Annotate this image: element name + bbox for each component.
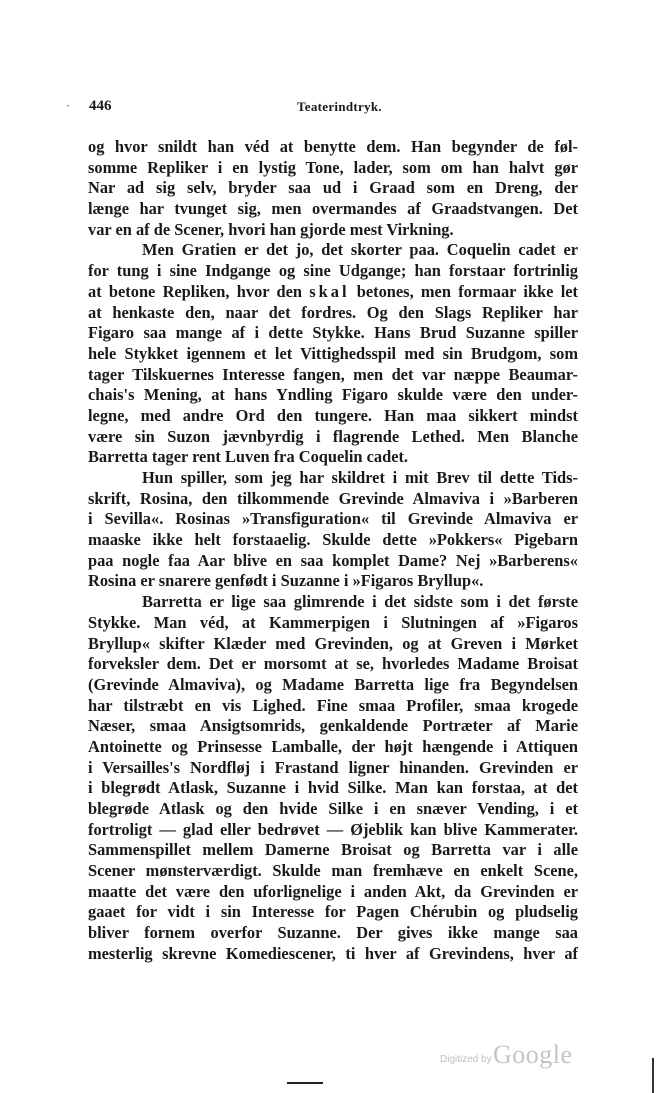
page-edge-mark [652, 1058, 654, 1093]
margin-dot: · [66, 98, 71, 113]
body-text [88, 137, 578, 965]
text-line: mesterlig skrevne Komediescener, ti hver af Grevindens, hver af [88, 943, 578, 963]
text-line: være sin Suzon jævnbyrdig i flagrende Lethed. Men Blanche [88, 426, 578, 446]
text-line: længe har tvunget sig, men overmandes af Graadstvangen. Det [88, 199, 578, 219]
text-line: og hvor snildt han véd at benytte dem. Han begynder de føl- [88, 137, 578, 156]
bottom-rule [287, 1082, 323, 1084]
text-line: maaske ikke helt forstaaelig. Skulde dette »Pokkers« Pigebarn [88, 530, 578, 550]
google-logo: Google [493, 1040, 573, 1069]
text-line: somme Repliker i en lystig Tone, lader, som om han halvt gør [88, 157, 578, 177]
text-line: gaaet for vidt i sin Interesse for Pagen Chérubin og pludselig [88, 902, 578, 922]
text-line: skrift, Rosina, den tilkommende Grevinde Almaviva i »Barberen [88, 488, 578, 508]
page-number: 446 [89, 98, 112, 114]
text-line: bliver fornem overfor Suzanne. Der gives ikke mange saa [88, 923, 578, 943]
text-line: blegrøde Atlask og den hvide Silke i en snæver Vending, i et [88, 799, 578, 818]
text-segment: at betone Repliken, hvor den [88, 281, 302, 301]
text-line: (Grevinde Almaviva), og Madame Barretta lige fra Begyndelsen [88, 674, 578, 694]
text-line: Figaro saa mange af i dette Stykke. Hans Brud Suzanne spiller [88, 323, 578, 343]
text-line: Barretta er lige saa glimrende i det sidste som i det første [142, 592, 578, 612]
text-line: i Versailles's Nordfløj i Frastand ligner hinanden. Grevinden er [88, 757, 578, 777]
text-line: Rosina er snarere genfødt i Suzanne i »Figaros Bryllup«. [88, 571, 484, 591]
text-line: forveksler dem. Det er morsomt at se, hvorledes Madame Broisat [88, 654, 578, 674]
text-line: Scener mønsterværdigt. Skulde man fremhæve en enkelt Scene, [88, 861, 578, 881]
text-line: Næser, smaa Ansigtsomrids, genkaldende Portræter af Marie [88, 716, 578, 736]
text-line: Stykke. Man véd, at Kammerpigen i Slutningen af »Figaros [88, 612, 578, 632]
text-line: Men Gratien er det jo, det skorter paa. Coquelin cadet er [142, 240, 578, 260]
spaced-emphasis-word: skal [309, 281, 350, 301]
text-line: Hun spiller, som jeg har skildret i mit Brev til dette Tids- [142, 468, 578, 487]
text-line: Bryllup« skifter Klæder med Grevinden, og at Greven i Mørket [88, 633, 578, 653]
text-line: tager Tilskuernes Interesse fangen, men det var næppe Beaumar- [88, 364, 578, 384]
text-segment: betones, men formaar ikke let [356, 281, 578, 301]
text-line-with-emphasis [88, 282, 578, 303]
running-head [86, 98, 576, 118]
text-line: Antoinette og Prinsesse Lamballe, der højt hængende i Attiquen [88, 736, 578, 756]
watermark-prefix: Digitized by [440, 1054, 492, 1065]
text-line: i Sevilla«. Rosinas »Transfiguration« til Grevinde Almaviva er [88, 509, 578, 529]
text-line: har tilstræbt en vis Lighed. Fine smaa Profiler, smaa krogede [88, 695, 578, 715]
text-line: Barretta tager rent Luven fra Coquelin cadet. [88, 447, 409, 467]
text-line: fortroligt — glad eller bedrøvet — Øjeblik kan blive Kammerater. [88, 819, 578, 839]
text-line: i blegrødt Atlask, Suzanne i hvid Silke. Man kan forstaa, at det [88, 778, 578, 798]
text-line: paa nogle faa Aar blive en saa komplet Dame? Nej »Barberens« [88, 550, 578, 570]
text-line: Sammenspillet mellem Damerne Broisat og Barretta var i alle [88, 840, 578, 860]
text-line: for tung i sine Indgange og sine Udgange; han forstaar fortrinlig [88, 261, 578, 281]
text-line: at henkaste den, naar det fordres. Og den Slags Repliker har [88, 302, 578, 322]
text-line: hele Stykket igennem et let Vittighedsspil med sin Brudgom, som [88, 343, 578, 363]
running-title: Teaterindtryk. [297, 99, 382, 114]
digitized-by-google-watermark [440, 1040, 580, 1074]
text-line: legne, med andre Ord den tungere. Han maa sikkert mindst [88, 405, 578, 425]
text-line: maatte det være den uforlignelige i anden Akt, da Grevinden er [88, 881, 578, 901]
text-line: Nar ad sig selv, bryder saa ud i Graad som en Dreng, der [88, 178, 578, 198]
text-line: chais's Mening, at hans Yndling Figaro skulde være den under- [88, 385, 578, 405]
text-line: var en af de Scener, hvori han gjorde mest Virkning. [88, 219, 454, 239]
